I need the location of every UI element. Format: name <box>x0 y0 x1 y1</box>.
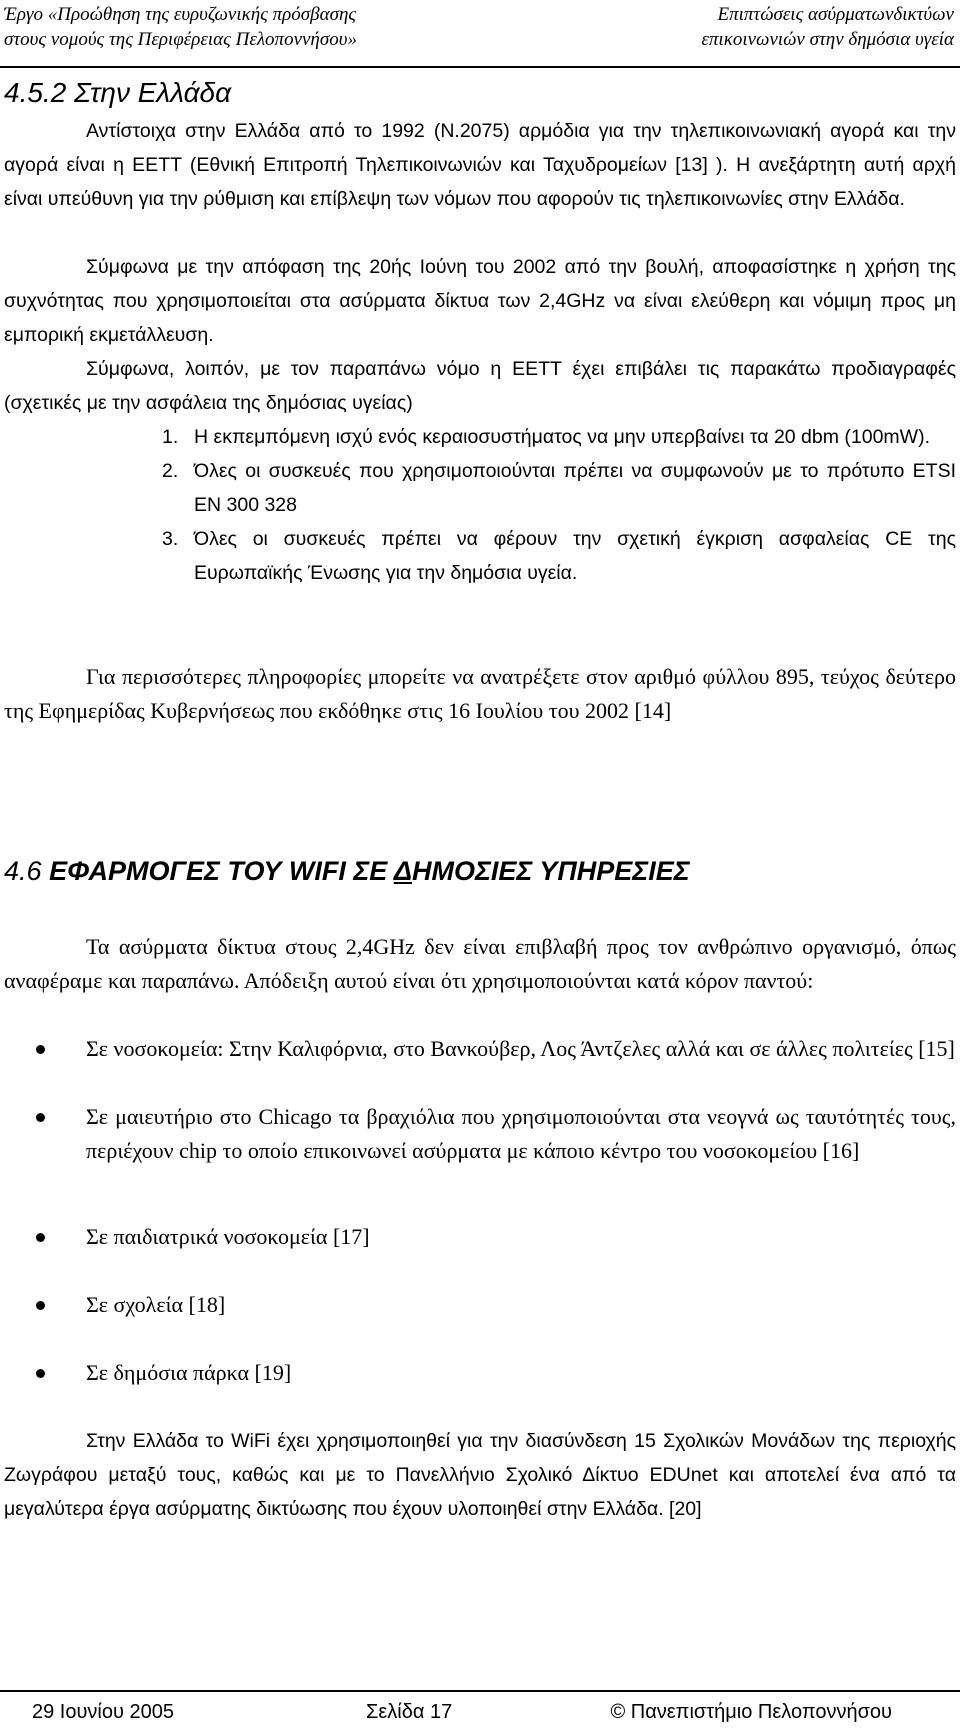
list-item: 1. Η εκπεμπόμενη ισχύ ενός κεραιοσυστήματος να μην υπερβαίνει τα 20 dbm (100mW). <box>162 426 930 448</box>
header-project-title <box>4 2 357 52</box>
list-item: 3. Όλες οι συσκευές πρέπει να φέρουν την σχετική έγκριση ασφαλείας CE της Ευρωπαϊκής Ένωσης για την δημόσια υγεία. <box>162 528 956 584</box>
paragraph-greece-wifi: Στην Ελλάδα το WiFi έχει χρησιμοποιηθεί για την διασύνδεση 15 Σχολικών Μονάδων της περιοχής Ζωγράφου μεταξύ τους, καθώς και με το Πανελλήνιο Σχολικό Δίκτυο EDUnet και αποτελεί ένα από τα μεγαλύτερα έργα ασύρματης δικτύωσης που έχουν υλοποιηθεί στην Ελλάδα. [20] <box>4 1430 956 1520</box>
header-right-line-1: Επιπτώσεις ασύρματωνδικτύων <box>717 4 954 25</box>
usage-bullet-list <box>0 1100 956 1168</box>
section-number: 4.6 <box>4 856 42 886</box>
section-title: ΕΦΑΡΜΟΓΕΣ ΤΟΥ WIFI ΣΕ ΔΗΜΟΣΙΕΣ ΥΠΗΡΕΣΙΕΣ <box>49 856 690 886</box>
section-heading-4-5-2: 4.5.2 Στην Ελλάδα <box>4 77 232 108</box>
bullet-icon <box>36 1113 45 1122</box>
footer-divider <box>0 1690 960 1692</box>
usage-bullet-list <box>0 1356 956 1390</box>
paragraph-more-info: Για περισσότερες πληροφορίες μπορείτε να ανατρέξετε στον αριθμό φύλλου 895, τεύχος δεύτερο της Εφημερίδας Κυβερνήσεως που εκδόθηκε στις 16 Ιουλίου του 2002 [14] <box>4 664 956 723</box>
paragraph-eett-intro: Αντίστοιχα στην Ελλάδα από το 1992 (Ν.2075) αρμόδια για την τηλεπικοινωνιακή αγορά και την αγορά είναι η ΕΕΤΤ (Εθνική Επιτροπή Τηλεπικοινωνιών και Ταχυδρομείων [13] ). Η ανεξάρτητη αυτή αρχή είναι υπεύθυνη για την ρύθμιση και επίβλεψη των νόμων που αφορούν τις τηλεπικοινωνίες στην Ελλάδα. <box>4 120 956 210</box>
header-divider <box>0 66 960 68</box>
footer-date: 29 Ιουνίου 2005 <box>32 1701 174 1723</box>
paragraph-law-2002: Σύμφωνα με την απόφαση της 20ής Ιούνη του 2002 από την βουλή, αποφασίστηκε η χρήση της συχνότητας που χρησιμοποιείται στα ασύρματα δίκτυα των 2,4GHz να είναι ελεύθερη και νόμιμη προς μη εμπορική εκμετάλλευση. <box>4 256 956 346</box>
usage-bullet-list <box>0 1032 956 1066</box>
footer-copyright: © Πανεπιστήμιο Πελοποννήσου <box>610 1701 892 1723</box>
bullet-icon <box>36 1233 45 1242</box>
usage-bullet-list <box>0 1220 956 1254</box>
bullet-icon <box>36 1045 45 1054</box>
usage-bullet-list <box>0 1288 956 1322</box>
list-item: 2. Όλες οι συσκευές που χρησιμοποιούνται πρέπει να συμφωνούν με το πρότυπο ETSI EN 300 328 <box>162 460 956 516</box>
section-heading-4-6 <box>4 854 690 888</box>
bullet-icon <box>36 1301 45 1310</box>
header-document-title <box>701 2 954 52</box>
header-left-line-1: Έργο «Προώθηση της ευρυζωνικής πρόσβασης <box>4 4 357 25</box>
list-item: Σε μαιευτήριο στο Chicago τα βραχιόλια που χρησιμοποιούνται στα νεογνά ως ταυτότητές τους, περιέχουν chip το οποίο επικοινωνεί ασύρματα με κάποιο κέντρο του νοσοκομείου [16] <box>0 1100 956 1168</box>
paragraph-wifi-safe: Τα ασύρματα δίκτυα στους 2,4GHz δεν είναι επιβλαβή προς τον ανθρώπινο οργανισμό, όπως αναφέραμε και παραπάνω. Απόδειξη αυτού είναι ότι χρησιμοποιούνται κατά κόρον παντού: <box>4 934 956 993</box>
page-header <box>0 0 960 70</box>
bullet-icon <box>36 1369 45 1378</box>
list-item: Σε δημόσια πάρκα [19] <box>0 1356 956 1390</box>
footer-page-number: Σελίδα 17 <box>366 1701 453 1723</box>
specifications-list <box>0 420 956 590</box>
list-item: Σε σχολεία [18] <box>0 1288 956 1322</box>
list-item: Σε παιδιατρικά νοσοκομεία [17] <box>0 1220 956 1254</box>
list-item: Σε νοσοκομεία: Στην Καλιφόρνια, στο Βανκούβερ, Λος Άντζελες αλλά και σε άλλες πολιτείες [15] <box>0 1032 956 1066</box>
paragraph-specifications: Σύμφωνα, λοιπόν, με τον παραπάνω νόμο η ΕΕΤΤ έχει επιβάλει τις παρακάτω προδιαγραφές (σχετικές με την ασφάλεια της δημόσιας υγείας) <box>4 358 956 414</box>
header-left-line-2: στους νομούς της Περιφέρειας Πελοποννήσου» <box>4 29 357 50</box>
header-right-line-2: επικοινωνιών στην δημόσια υγεία <box>701 29 954 50</box>
